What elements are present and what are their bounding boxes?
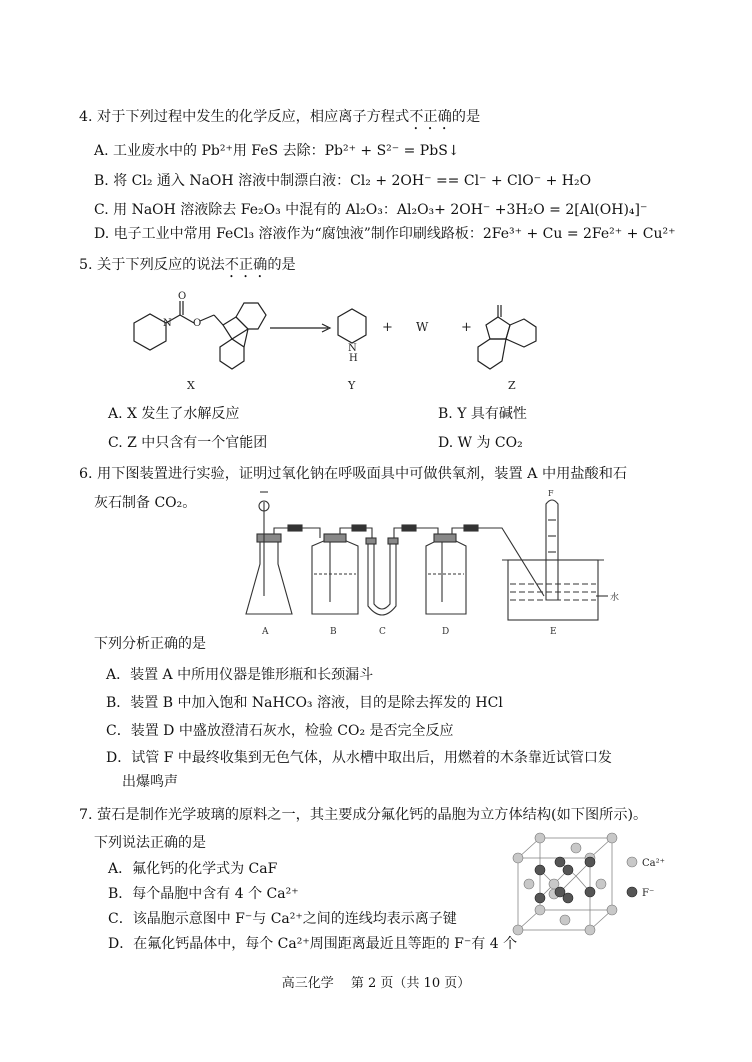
test-tube-f [546,500,558,600]
legend-ca-label: Ca²⁺ [642,858,665,869]
legend-f-label: F⁻ [642,888,655,899]
q6-option-c: C．装置 D 中盛放澄清石灰水，检验 CO₂ 是否完全反应 [106,723,454,739]
x-piperidine-ring [134,314,166,350]
q4-option-a: A. 工业废水中的 Pb²⁺用 FeS 去除：Pb²⁺ + S²⁻ = PbS↓ [94,143,460,159]
q4-option-b: B. 将 Cl₂ 通入 NaOH 溶液中制漂白液：Cl₂ + 2OH⁻ == Cl⁻ + ClO⁻ + H₂O [94,173,592,189]
q6-option-b: B．装置 B 中加入饱和 NaHCO₃ 溶液，目的是除去挥发的 HCl [106,695,503,711]
q5-reaction-scheme [120,285,560,395]
label-f: F [548,489,554,498]
x-fluorene-ring-left [220,339,244,369]
q7-analysis: 下列说法正确的是 [94,835,206,851]
x-fluorene-ring-right [236,303,266,329]
x-label-o-top: O [178,291,187,302]
q6-stem-line2: 灰石制备 CO₂。 [94,495,197,511]
y-label: Y [348,379,356,392]
label-b: B [330,627,337,637]
q7-stem: 7. 萤石是制作光学玻璃的原料之一，其主要成分氟化钙的晶胞为立方体结构(如下图所示)。 [79,807,648,823]
z-ring-right [506,319,536,347]
q5-option-d: D. W 为 CO₂ [438,435,523,451]
q7-option-c: C．该晶胞示意图中 F⁻与 Ca²⁺之间的连线均表示离子键 [108,911,457,927]
bottle-d [426,540,466,614]
q4-stem-text: 4. 对于下列过程中发生的化学反应，相应离子方程式 [79,109,410,125]
z-ring-left [478,339,506,369]
label-water: 水 [610,593,620,603]
q6-option-d-line2: 出爆鸣声 [122,774,178,790]
y-label-n: N [348,343,357,354]
plus-sign-1: + [382,320,393,335]
q6-analysis: 下列分析正确的是 [94,636,206,652]
q6-apparatus-diagram [240,484,620,640]
z-label: Z [508,379,516,392]
flask-a [246,540,292,614]
trough-e [508,560,598,620]
label-a: A [262,627,269,637]
bottle-b [312,540,358,614]
q5-option-c: C. Z 中只含有一个官能团 [108,435,268,451]
q7-crystal-cell [510,830,680,940]
q4-option-c: C. 用 NaOH 溶液除去 Fe₂O₃ 中混有的 Al₂O₃：Al₂O₃+ 2OH⁻ +3H₂O = 2[Al(OH)₄]⁻ [94,202,648,218]
q4-stem-end: 的是 [451,109,481,125]
x-label-o-ester: O [193,318,202,329]
plus-sign-2: + [461,320,472,335]
q6-option-d-line1: D．试管 F 中最终收集到无色气体，从水槽中取出后，用燃着的木条靠近试管口发 [106,750,612,766]
q5-option-b: B. Y 具有碱性 [438,406,527,422]
q5-stem-text: 5. 关于下列反应的说法 [79,257,225,273]
f-ions [535,857,595,903]
q7-option-a: A．氟化钙的化学式为 CaF [108,861,278,877]
q5-stem [79,256,296,281]
legend-ca-icon [627,857,637,867]
q7-option-b: B．每个晶胞中含有 4 个 Ca²⁺ [108,886,299,902]
legend-f-icon [627,887,637,897]
label-d: D [442,627,450,637]
q4-option-d: D. 电子工业中常用 FeCl₃ 溶液作为“腐蚀液”制作印刷线路板：2Fe³⁺ + Cu = 2Fe²⁺ + Cu²⁺ [94,226,676,242]
y-piperidine-ring [338,309,366,343]
u-tube-c [368,542,396,615]
x-label-n: N [163,318,172,329]
q6-stem-line1: 6. 用下图装置进行实验，证明过氧化钠在呼吸面具中可做供氧剂，装置 A 中用盐酸和石 [79,466,628,482]
q6-option-a: A．装置 A 中所用仪器是锥形瓶和长颈漏斗 [106,667,374,683]
y-label-h: H [349,353,358,364]
label-e: E [550,627,557,637]
q5-stem-end: 的是 [267,257,296,273]
q5-option-a: A. X 发生了水解反应 [108,406,240,422]
label-c: C [379,627,386,637]
q5-emph: 不正确 [224,257,268,273]
x-label: X [187,379,195,392]
w-label: W [416,320,429,334]
q7-option-d: D．在氟化钙晶体中，每个 Ca²⁺周围距离最近且等距的 F⁻有 4 个 [108,936,518,952]
q4-stem [79,108,480,133]
page-footer: 高三化学 第 2 页（共 10 页） [281,976,471,991]
q4-emph: 不正确 [409,109,452,125]
